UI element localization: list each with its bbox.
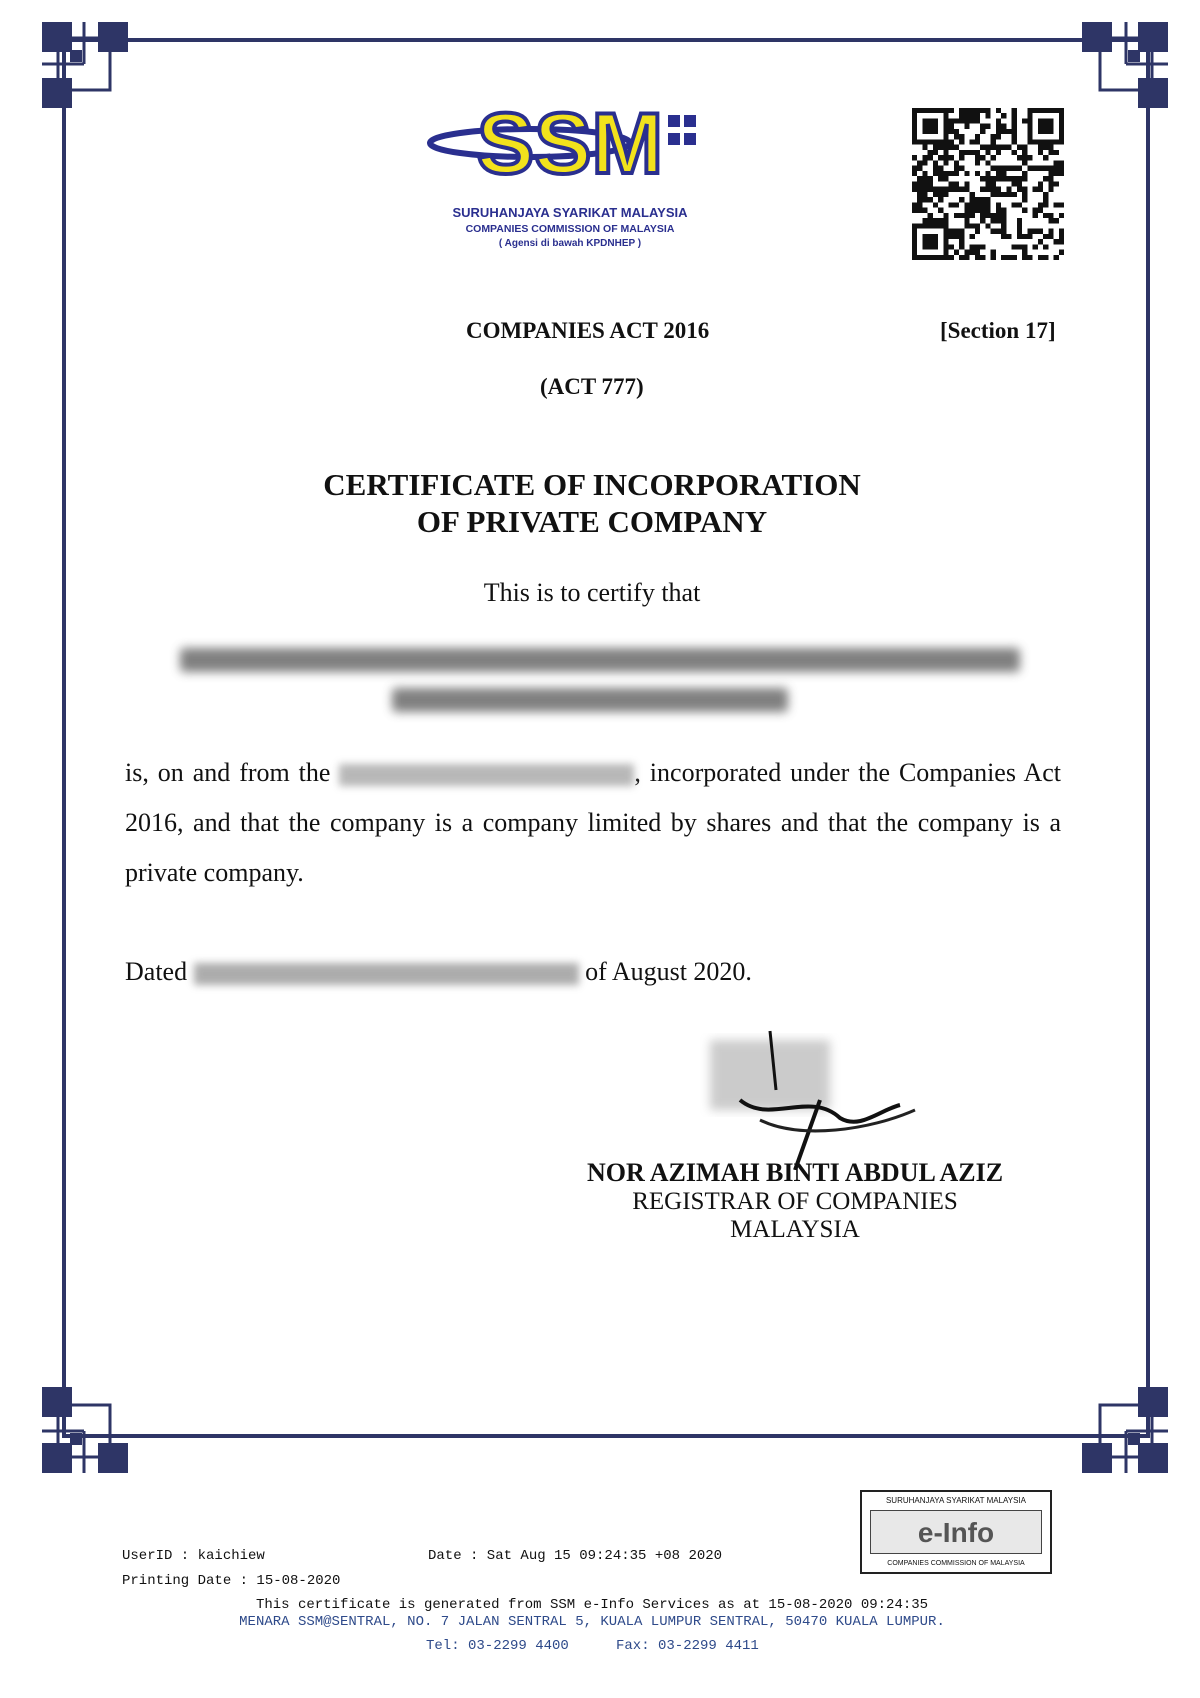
certify-intro: This is to certify that [483, 578, 701, 607]
stamp-main-text: e-Info [870, 1510, 1042, 1554]
act-number: (ACT 777) [540, 374, 644, 399]
certificate-title-line-1: CERTIFICATE OF INCORPORATION [323, 467, 861, 502]
body-rest: , incorporated under the Companies Act 2016, and that the company is a company limited by shares and that the company is a private company. [125, 758, 1061, 887]
corner-ornament-bottom-left [40, 1365, 150, 1475]
redacted-company-number [392, 688, 788, 712]
dated-line [125, 957, 752, 987]
registrar-name: NOR AZIMAH BINTI ABDUL AZIZ [586, 1158, 1004, 1187]
corner-ornament-top-left [40, 20, 150, 130]
dated-end: of August 2020. [585, 957, 752, 986]
certificate-body [125, 748, 1061, 898]
footer-printing-date: Printing Date : 15-08-2020 [122, 1573, 341, 1589]
corner-ornament-top-right [1060, 20, 1170, 130]
footer-userid: UserID : kaichiew [122, 1548, 265, 1564]
stamp-bottom-text: COMPANIES COMMISSION OF MALAYSIA [887, 1560, 1025, 1567]
stamp-top-text: SURUHANJAYA SYARIKAT MALAYSIA [885, 1496, 1027, 1505]
logo-line-1: SURUHANJAYA SYARIKAT MALAYSIA [452, 205, 688, 220]
redacted-dated-place [194, 963, 579, 985]
body-start: is, on and from the [125, 758, 331, 787]
certificate-title-line-2: OF PRIVATE COMPANY [416, 504, 768, 539]
logo-line-3: ( Agensi di bawah KPDNHEP ) [498, 238, 642, 249]
footer-date: Date : Sat Aug 15 09:24:35 +08 2020 [428, 1548, 723, 1564]
qr-code [912, 108, 1064, 260]
act-title: COMPANIES ACT 2016 [466, 318, 710, 343]
footer-fax: Fax: 03-2299 4411 [616, 1638, 759, 1654]
footer-telephone: Tel: 03-2299 4400 [426, 1638, 569, 1654]
footer-address: MENARA SSM@SENTRAL, NO. 7 JALAN SENTRAL 5, KUALA LUMPUR SENTRAL, 50470 KUALA LUMPUR. [239, 1614, 945, 1630]
certificate-title [0, 466, 1184, 540]
corner-ornament-bottom-right [1060, 1365, 1170, 1475]
registrar-country: MALAYSIA [730, 1216, 860, 1243]
redacted-company-name [180, 648, 1020, 672]
logo-line-2: COMPANIES COMMISSION OF MALAYSIA [465, 223, 675, 235]
dated-start: Dated [125, 957, 188, 986]
section-reference: [Section 17] [940, 318, 1056, 343]
registrar-title: REGISTRAR OF COMPANIES [632, 1188, 958, 1215]
redacted-incorporation-date [339, 764, 634, 786]
ssm-logo-mark: SSM [476, 96, 664, 192]
footer-generated-note: This certificate is generated from SSM e-Info Services as at 15-08-2020 09:24:35 [255, 1597, 929, 1613]
registrar-signature [700, 1030, 920, 1170]
e-info-stamp [860, 1490, 1052, 1574]
